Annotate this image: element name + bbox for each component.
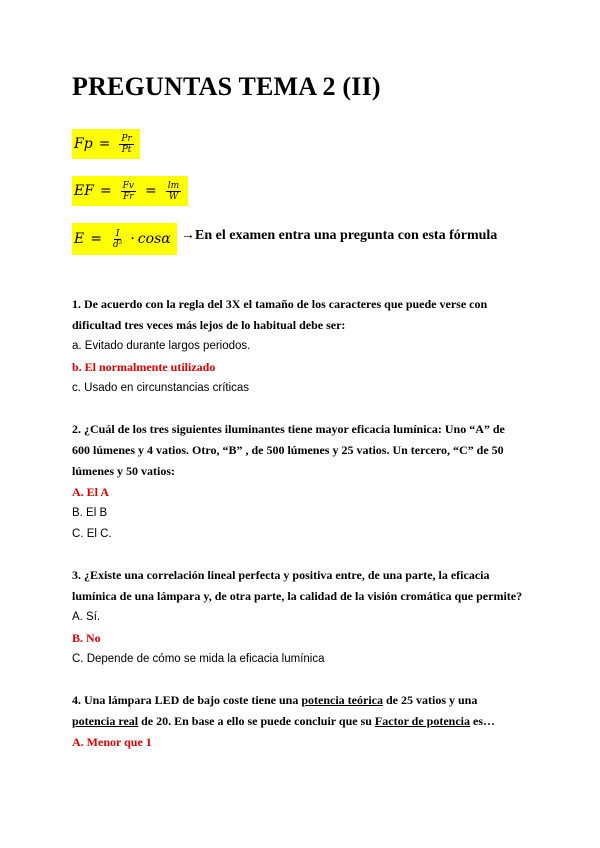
formula-equals: =	[145, 183, 157, 199]
question-1-option-c: c. Usado en circunstancias críticas	[72, 382, 250, 394]
question-2-line-3: lúmenes y 50 vatios:	[72, 464, 175, 478]
formula-luminous-efficacy	[72, 176, 188, 206]
fraction-numerator: Pr	[121, 133, 132, 144]
formula-power-factor	[72, 129, 140, 159]
question-2-option-a-answer: A. El A	[72, 485, 110, 499]
formula-lhs: E	[74, 231, 85, 247]
formula-dot: ·	[130, 231, 135, 247]
fraction-numerator: I	[115, 228, 120, 239]
question-1-line-2: dificultad tres veces más lejos de lo habitual debe ser:	[72, 318, 346, 332]
fraction-denominator: Fr	[123, 191, 134, 202]
fraction-numerator: Fv	[122, 180, 135, 191]
formula-fraction	[111, 229, 124, 250]
formula-equals: =	[90, 231, 102, 247]
formula-fraction	[166, 181, 181, 202]
fraction-denominator: Pt	[121, 144, 132, 155]
question-4-line-1	[72, 692, 477, 708]
formula-fraction	[119, 134, 133, 155]
fraction-denominator: d²	[112, 239, 123, 250]
exam-note: →En el examen entra una pregunta con esta fórmula	[181, 228, 498, 243]
question-2-line-1: 2. ¿Cuál de los tres siguientes iluminantes tiene mayor eficacia lumínica: Uno “A” de	[72, 422, 505, 436]
question-1-line-1: 1. De acuerdo con la regla del 3X el tamaño de los caracteres que puede verse con	[72, 297, 488, 311]
question-1-option-a: a. Evitado durante largos periodos.	[72, 340, 251, 352]
formula-illuminance	[72, 223, 177, 255]
question-4-text: de 20. En base a ello se puede concluir que su	[138, 714, 375, 728]
question-3-option-c: C. Depende de cómo se mida la eficacia lumínica	[72, 653, 325, 665]
formula-equals: =	[99, 183, 112, 199]
formula-lhs: EF	[74, 183, 94, 199]
term-real-power: potencia real	[72, 714, 139, 728]
question-4-text: de 25 vatios y una	[382, 693, 478, 707]
question-1-option-b-answer: b. El normalmente utilizado	[72, 360, 216, 374]
formula-fraction	[121, 181, 136, 202]
formula-cosine: cosα	[137, 231, 171, 247]
term-power-factor: Factor de potencia	[374, 714, 471, 728]
question-2-line-2: 600 lúmenes y 4 vatios. Otro, “B” , de 500 lúmenes y 25 vatios. Un tercero, “C” de 50	[72, 443, 504, 457]
question-3-option-b-answer: B. No	[72, 631, 101, 645]
question-3-line-1: 3. ¿Existe una correlación lineal perfecta y positiva entre, de una parte, la eficacia	[72, 568, 490, 582]
page-title: PREGUNTAS TEMA 2 (II)	[72, 72, 381, 101]
question-3-line-2: lumínica de una lámpara y, de otra parte, la calidad de la visión cromática que permite?	[72, 589, 523, 603]
question-4-line-2	[72, 713, 495, 729]
fraction-numerator: lm	[167, 180, 180, 191]
term-theoretical-power: potencia teórica	[301, 693, 383, 707]
question-4-text: es…	[470, 714, 496, 728]
question-2-option-b: B. El B	[72, 507, 108, 519]
question-3-option-a: A. Sí.	[72, 611, 101, 623]
question-4-option-a-answer: A. Menor que 1	[72, 735, 152, 749]
question-2-option-c: C. El C.	[72, 528, 112, 540]
fraction-denominator: W	[168, 191, 179, 202]
formula-lhs: Fp	[74, 136, 93, 152]
formula-equals: =	[98, 136, 111, 152]
question-4-text: 4. Una lámpara LED de bajo coste tiene una	[72, 693, 302, 707]
